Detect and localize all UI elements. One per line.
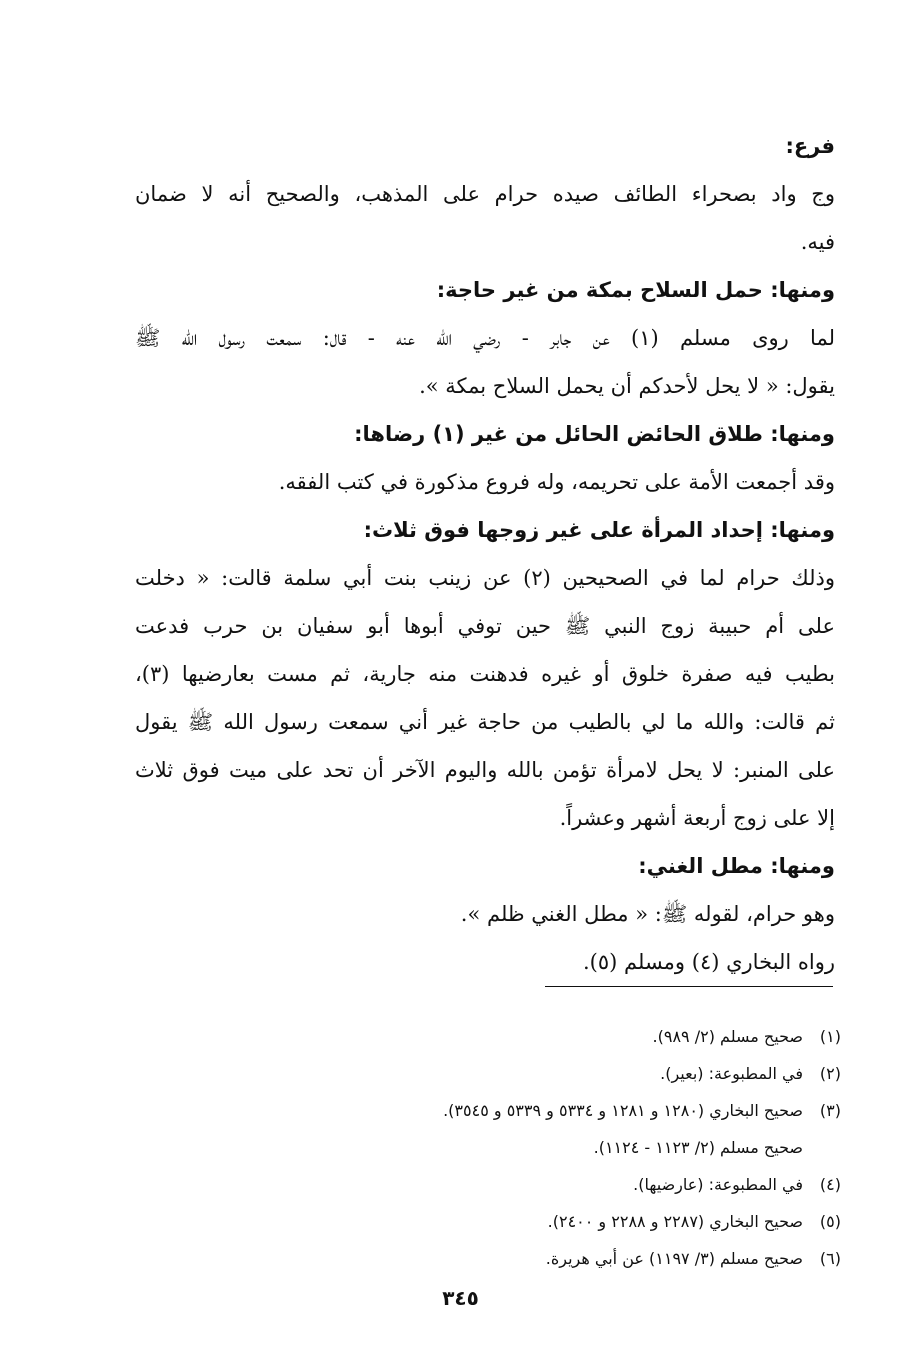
paragraph-line: إلا على زوج أربعة أشهر وعشراً. [559, 806, 835, 830]
paragraph-line: رواه البخاري (٤) ومسلم (٥). [583, 950, 835, 974]
footnote-text: صحيح البخاري (٢٢٨٧ و ٢٢٨٨ و ٢٤٠٠). [547, 1212, 803, 1231]
footnote-number: (١) [819, 1027, 841, 1046]
footnote-number: (٥) [819, 1212, 841, 1231]
main-text [135, 122, 835, 986]
footnote-number [803, 1129, 841, 1166]
paragraph-line: ثم قالت: والله ما لي بالطيب من حاجة غير أني سمعت رسول الله ﷺ يقول [135, 710, 835, 734]
section-heading-delay: ومنها: مطل الغني: [638, 854, 835, 878]
footnote-item [281, 1092, 841, 1129]
paragraph-line: على المنبر: لا يحل لامرأة تؤمن بالله واليوم الآخر أن تحد على ميت فوق ثلاث [135, 758, 835, 782]
footnote-item [281, 1240, 841, 1277]
paragraph-line: وج واد بصحراء الطائف صيده حرام على المذهب، والصحيح أنه لا ضمان [135, 182, 835, 206]
footnotes [281, 1018, 841, 1277]
paragraph-line: فيه. [800, 230, 835, 254]
page-number: ٣٤٥ [442, 1286, 479, 1310]
section-heading-mourning: ومنها: إحداد المرأة على غير زوجها فوق ثلاث: [363, 518, 835, 542]
footnote-number: (٦) [819, 1249, 841, 1268]
footnote-number: (٢) [819, 1064, 841, 1083]
footnote-text: صحيح البخاري (١٢٨٠ و ١٢٨١ و ٥٣٣٤ و ٥٣٣٩ و ٣٥٤٥). [443, 1101, 803, 1120]
section-heading-divorce: ومنها: طلاق الحائض الحائل من غير (١) رضاها: [354, 422, 835, 446]
paragraph-line: وذلك حرام لما في الصحيحين (٢) عن زينب بنت أبي سلمة قالت: « دخلت [135, 566, 835, 590]
paragraph-line: بطيب فيه صفرة خلوق أو غيره فدهنت منه جارية، ثم مست بعارضيها (٣)، [135, 662, 835, 686]
paragraph-line: على أم حبيبة زوج النبي ﷺ حين توفي أبوها أبو سفيان بن حرب فدعت [135, 614, 835, 638]
footnote-divider [545, 986, 833, 987]
paragraph-line: لما روى مسلم (١) عن جابر - رضي الله عنه - قال: سمعت رسول الله ﷺ [135, 326, 835, 350]
footnote-item [281, 1166, 841, 1203]
footnote-item [281, 1055, 841, 1092]
paragraph-line: يقول: « لا يحل لأحدكم أن يحمل السلاح بمكة ». [419, 374, 835, 398]
section-heading-far: فرع: [785, 134, 835, 158]
footnote-number: (٤) [819, 1175, 841, 1194]
footnote-text: في المطبوعة: (بعير). [660, 1064, 803, 1083]
footnote-text: صحيح مسلم (٣/ ١١٩٧) عن أبي هريرة. [545, 1249, 803, 1268]
footnote-text: في المطبوعة: (عارضيها). [633, 1175, 803, 1194]
footnote-text: صحيح مسلم (٢/ ٩٨٩). [652, 1027, 803, 1046]
footnote-item [281, 1203, 841, 1240]
paragraph-line: وقد أجمعت الأمة على تحريمه، وله فروع مذكورة في كتب الفقه. [278, 470, 835, 494]
footnote-text: صحيح مسلم (٢/ ١١٢٣ - ١١٢٤). [593, 1138, 803, 1157]
paragraph-line: وهو حرام، لقوله ﷺ: « مطل الغني ظلم ». [460, 902, 835, 926]
footnote-number: (٣) [819, 1101, 841, 1120]
footnote-item [281, 1018, 841, 1055]
section-heading-weapons: ومنها: حمل السلاح بمكة من غير حاجة: [436, 278, 835, 302]
footnote-item [281, 1129, 841, 1166]
